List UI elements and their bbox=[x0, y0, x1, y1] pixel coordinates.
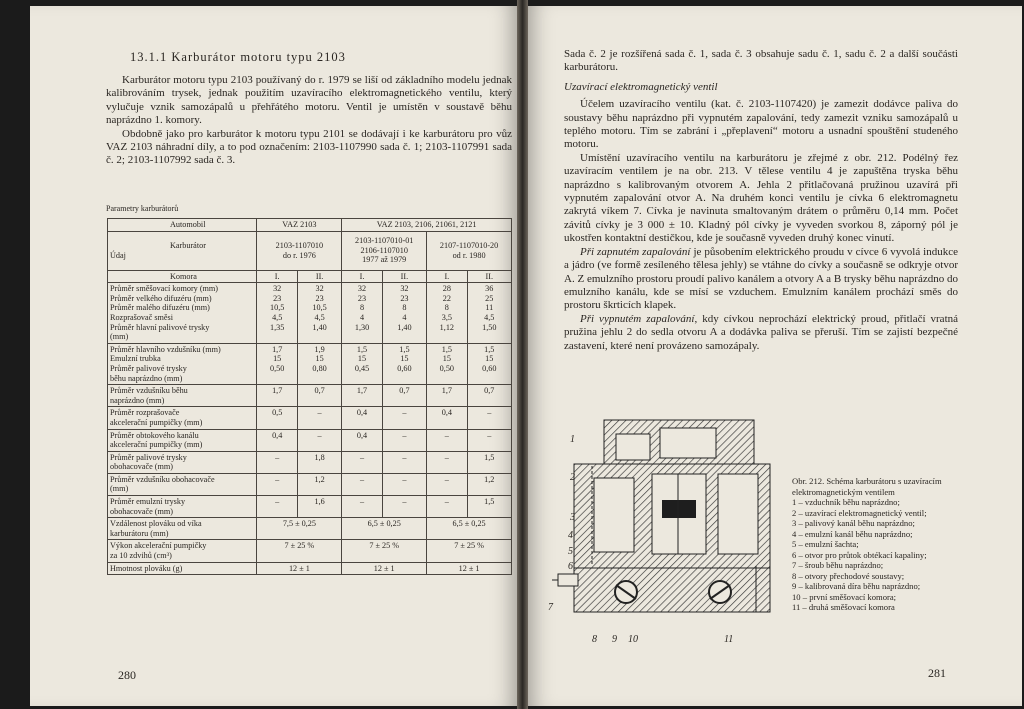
cell-value: 0,4 bbox=[272, 430, 283, 440]
cell-value: 23 bbox=[273, 293, 282, 303]
legend-item: 10 – první směšovací komora; bbox=[792, 591, 897, 602]
table-cell bbox=[257, 343, 297, 384]
row-label: Průměr směšovací komory (mm) bbox=[110, 284, 219, 294]
table-cell: 7 ± 25 % bbox=[257, 540, 342, 562]
paragraph: Obdobně jako pro karburátor k motoru typu 2101 se dodávají i ke karburátoru pro vůz VAZ 2103 náhradní díly, a to pod označením: 2103-1107990 sada č. 1; 2103-1107991 sada č. 2; 2103-1107992 sada č. 3. bbox=[106, 127, 512, 167]
cell-value: 15 bbox=[273, 354, 282, 364]
table-cell bbox=[257, 473, 297, 495]
row-label: Průměr emulzní trysky bbox=[110, 497, 186, 507]
figure-label: 10 bbox=[628, 634, 638, 645]
table-row bbox=[108, 283, 512, 344]
row-label-cell bbox=[108, 343, 257, 384]
automobil-label-cell bbox=[108, 219, 257, 232]
row-label: Průměr malého difuzéru (mm) bbox=[110, 303, 210, 313]
table-cell: 6,5 ± 0,25 bbox=[342, 518, 427, 540]
table-cell: 7 ± 25 % bbox=[427, 540, 512, 562]
paragraph-text: je působením elektrického proudu v cívce 6 vyvolá indukce a jádro (ve formě zesíleného tělesa jehly) se vtáhne do cívky a současně se odkryje otvor A. Z emulzního prostoru proudí palivo kanálem a otvory A a B trysky běhu naprázdno do emulzního kanálu, kde se mísí se vzduchem. Emulzním kanálem prochází směs do prostoru škrticích klapek. bbox=[564, 245, 959, 312]
cell-value: 0,80 bbox=[312, 363, 327, 373]
table-cell bbox=[382, 473, 426, 495]
table-cell: I. bbox=[257, 270, 297, 283]
table-cell bbox=[297, 385, 341, 407]
karburator-label-cell bbox=[108, 231, 257, 270]
cell-value: – bbox=[275, 452, 280, 462]
table-cell bbox=[297, 407, 341, 429]
cell-value: 8 bbox=[402, 303, 407, 313]
cell-value: 11 bbox=[485, 303, 494, 313]
carburetor-diagram bbox=[552, 416, 782, 654]
table-cell bbox=[342, 496, 382, 518]
row-label: Průměr rozprašovače bbox=[110, 408, 180, 418]
cell-value: 23 bbox=[315, 293, 324, 303]
legend-item: 7 – šroub běhu naprázdno; bbox=[792, 560, 884, 570]
row-label: Průměr vzdušníku běhu bbox=[110, 386, 188, 396]
table-cell bbox=[467, 451, 511, 473]
legend-item: 11 – druhá směšovací komora bbox=[792, 602, 895, 612]
paragraph: Karburátor motoru typu 2103 používaný do r. 1979 se liší od základního modelu jednak kalibrováním trysek, jednak použitím uzavíracího elektromagnetického ventilu, který vylučuje vznik samozápalů u přehřátého motoru. Ventil je umístěn v soustavě běhu naprázdno 1. komory. bbox=[106, 74, 512, 127]
cell-value: – bbox=[444, 452, 449, 462]
row-label: Rozprašovač směsi bbox=[110, 312, 173, 322]
table-cell bbox=[257, 385, 297, 407]
table-cell: VAZ 2103 bbox=[257, 219, 342, 232]
left-text-block bbox=[106, 74, 512, 168]
cell-value: – bbox=[359, 452, 365, 462]
table-cell bbox=[297, 473, 341, 495]
cell-value: 8 bbox=[444, 303, 449, 313]
cell-value: 1,12 bbox=[439, 322, 454, 332]
cell-value: 0,60 bbox=[397, 363, 412, 373]
table-cell bbox=[382, 343, 426, 384]
table-cell: 12 ± 1 bbox=[342, 562, 427, 575]
carburetor-schematic bbox=[552, 416, 782, 654]
table-cell bbox=[467, 283, 511, 344]
table-header-row bbox=[108, 219, 512, 232]
caption-legend bbox=[792, 497, 988, 613]
table-cell: II. bbox=[467, 270, 511, 283]
table-cell bbox=[467, 496, 511, 518]
cell-value: – bbox=[402, 497, 407, 507]
section-title: 13.1.1 Karburátor motoru typu 2103 bbox=[130, 50, 346, 64]
table-cell bbox=[342, 385, 382, 407]
table-row bbox=[108, 385, 512, 407]
parameters-table bbox=[107, 218, 512, 575]
table-cell: VAZ 2103, 2106, 21061, 2121 bbox=[342, 219, 512, 232]
row-label: naprázdno (mm) bbox=[110, 395, 165, 405]
cell-value: 15 bbox=[357, 354, 367, 364]
paragraph: Umístění uzavíracího ventilu na karburátoru je zřejmé z obr. 212. Podélný řez uzavíracím ventilem je na obr. 213. V tělese ventilu 4 je zapuštěna tryska běhu naprázdno s kalibrovaným otvorem A. Jehla 2 přitlačovaná pružinou uzavírá při vypnutém zapalování otvor A. Na druhém konci ventilu je cívka 6 elektromagnetu zakrytá víkem 7. Cívka je navinuta smaltovaným drátem o průměru 0,14 mm. Počet závitů cívky je 3 000 ± 10. Kladný pól cívky je vyveden svorkou 8, záporný pól je ukostřen kontaktní destičkou, kde je současně vyveden druhý konec vinutí. bbox=[564, 151, 958, 245]
cell-value: 23 bbox=[400, 293, 409, 303]
cell-value: 1,2 bbox=[484, 474, 495, 484]
legend-item: 2 – uzavírací elektromagnetický ventil; bbox=[792, 507, 927, 518]
table-cell bbox=[427, 231, 512, 270]
table-row bbox=[108, 496, 512, 518]
cell-value: 1,5 bbox=[441, 344, 452, 354]
row-label-cell bbox=[108, 540, 257, 562]
row-label: (mm) bbox=[110, 332, 129, 342]
cell-value: 32 bbox=[315, 284, 324, 294]
table-cell bbox=[467, 385, 511, 407]
table-cell bbox=[427, 385, 467, 407]
cell-value: 0,50 bbox=[439, 363, 454, 373]
table-cell bbox=[257, 231, 342, 270]
legend-item: 3 – palivový kanál běhu naprázdno; bbox=[792, 518, 915, 528]
row-header-label: Údaj bbox=[110, 250, 126, 260]
table-cell bbox=[257, 407, 297, 429]
cell-value: – bbox=[487, 430, 492, 440]
table-cell bbox=[467, 407, 511, 429]
row-label: akcelerační pumpičky (mm) bbox=[110, 417, 203, 427]
cell-value: 10,5 bbox=[312, 303, 327, 313]
table-row bbox=[108, 473, 512, 495]
cell-value: 15 bbox=[400, 354, 409, 364]
table-cell bbox=[342, 343, 382, 384]
cell-value: – bbox=[402, 474, 407, 484]
cell-line: 2107-1107010-20 bbox=[439, 241, 499, 250]
row-label: Výkon akcelerační pumpičky bbox=[110, 541, 207, 551]
table-cell bbox=[382, 407, 426, 429]
table-cell bbox=[297, 496, 341, 518]
figure-label: 3 bbox=[570, 512, 575, 523]
table-cell bbox=[342, 429, 382, 451]
table-row bbox=[108, 540, 512, 562]
figure-label: 7 bbox=[548, 602, 553, 613]
cell-value: 4 bbox=[359, 312, 365, 322]
table-header-row bbox=[108, 270, 512, 283]
cell-value: – bbox=[359, 497, 365, 507]
paragraph bbox=[564, 246, 958, 313]
row-label-cell bbox=[108, 429, 257, 451]
row-label-cell bbox=[108, 407, 257, 429]
table-cell: 12 ± 1 bbox=[257, 562, 342, 575]
table-cell: I. bbox=[427, 270, 467, 283]
table-row bbox=[108, 518, 512, 540]
figure-label: 6 bbox=[568, 561, 573, 572]
row-label: karburátoru (mm) bbox=[110, 528, 169, 538]
cell-line: 1977 až 1979 bbox=[362, 255, 407, 265]
figure-label: 1 bbox=[570, 434, 575, 445]
row-label-cell bbox=[108, 562, 257, 575]
table-caption: Parametry karburátorů bbox=[106, 204, 179, 213]
table-cell bbox=[382, 496, 426, 518]
cell-value: 1,7 bbox=[441, 386, 452, 396]
table-row bbox=[108, 451, 512, 473]
komora-label: Komora bbox=[170, 271, 197, 281]
table-cell bbox=[382, 283, 426, 344]
table-cell bbox=[297, 451, 341, 473]
row-label-cell bbox=[108, 283, 257, 344]
intro-paragraph: Sada č. 2 je rozšířená sada č. 1, sada č. 3 obsahuje sadu č. 1, sadu č. 2 a další součásti karburátoru. bbox=[564, 48, 958, 74]
cell-line: 2106-1107010 bbox=[360, 245, 408, 255]
automobil-label: Automobil bbox=[170, 220, 206, 229]
cell-value: 32 bbox=[357, 284, 367, 294]
row-label: Průměr hlavního vzdušníku (mm) bbox=[110, 344, 221, 354]
paragraph bbox=[564, 313, 958, 353]
cell-value: 0,5 bbox=[272, 408, 283, 418]
cell-value: 1,7 bbox=[356, 386, 368, 396]
table-cell bbox=[342, 473, 382, 495]
cell-value: 23 bbox=[357, 293, 367, 303]
figure-label: 2 bbox=[570, 472, 575, 483]
cell-value: 0,50 bbox=[270, 363, 285, 373]
row-label: Hmotnost plováku (g) bbox=[110, 563, 183, 573]
cell-value: 1,8 bbox=[314, 452, 325, 462]
cell-line: od r. 1980 bbox=[452, 250, 486, 260]
row-label: za 10 zdvihů (cm³) bbox=[110, 551, 172, 561]
row-label: Průměr palivové trysky bbox=[110, 452, 187, 462]
cell-value: 4 bbox=[402, 312, 407, 322]
cell-value: 1,30 bbox=[354, 322, 370, 332]
table-cell bbox=[342, 231, 427, 270]
cell-value: 0,7 bbox=[399, 386, 410, 396]
table-cell bbox=[427, 496, 467, 518]
cell-value: 1,40 bbox=[397, 322, 412, 332]
cell-value: 0,60 bbox=[482, 363, 497, 373]
row-label: obohacovače (mm) bbox=[110, 506, 173, 516]
legend-item: 1 – vzduchník běhu naprázdno; bbox=[792, 497, 900, 507]
row-label: akcelerační pumpičky (mm) bbox=[110, 440, 203, 450]
row-label-cell bbox=[108, 451, 257, 473]
row-label: běhu naprázdno (mm) bbox=[110, 373, 183, 383]
cell-value: 0,4 bbox=[356, 430, 368, 440]
table-cell: I. bbox=[342, 270, 382, 283]
row-label: Průměr hlavní palivové trysky bbox=[110, 322, 210, 332]
row-label: Emulzní trubka bbox=[110, 354, 161, 364]
karburator-label: Karburátor bbox=[170, 240, 206, 250]
cell-value: 1,6 bbox=[314, 497, 325, 507]
table-cell bbox=[427, 343, 467, 384]
figure-label: 5 bbox=[568, 546, 573, 557]
row-label: Vzdálenost plováku od víka bbox=[110, 519, 202, 529]
cell-value: 0,45 bbox=[354, 363, 370, 373]
cell-value: 4,5 bbox=[272, 312, 283, 322]
table-cell: 7 ± 25 % bbox=[342, 540, 427, 562]
table-cell bbox=[342, 283, 382, 344]
table-cell bbox=[467, 343, 511, 384]
cell-value: 8 bbox=[359, 303, 365, 313]
legend-item: 8 – otvory přechodové soustavy; bbox=[792, 570, 905, 581]
cell-value: 0,7 bbox=[314, 386, 325, 396]
cell-value: 15 bbox=[442, 354, 451, 364]
table-cell bbox=[342, 451, 382, 473]
cell-line: do r. 1976 bbox=[282, 250, 316, 260]
table-header-row bbox=[108, 231, 512, 270]
cell-value: 22 bbox=[442, 293, 451, 303]
table-cell bbox=[427, 451, 467, 473]
book-gutter bbox=[517, 0, 528, 709]
paragraph: Účelem uzavíracího ventilu (kat. č. 2103-1107420) je zamezit dodávce paliva do soustavy běhu naprázdno při vypnutém zapalování, tedy zamezit vzniku samozápalů u teplého motoru. Tím se zabrání i „přeplavení“ motoru a usnadní spouštění studeného motoru. bbox=[564, 98, 958, 151]
table-cell bbox=[382, 451, 426, 473]
table-cell bbox=[382, 429, 426, 451]
cell-value: 1,40 bbox=[312, 322, 327, 332]
cell-value: 1,7 bbox=[272, 386, 283, 396]
cell-value: 4,5 bbox=[314, 312, 325, 322]
cell-value: 15 bbox=[485, 354, 494, 364]
cell-value: 1,9 bbox=[314, 344, 325, 354]
cell-value: – bbox=[402, 408, 407, 418]
table-row bbox=[108, 562, 512, 575]
cell-value: 0,4 bbox=[356, 408, 368, 418]
caption-title: Obr. 212. Schéma karburátoru s uzavíracím elektromagnetickým ventilem bbox=[792, 476, 942, 497]
cell-value: – bbox=[317, 430, 322, 440]
figure-label: 8 bbox=[592, 634, 597, 645]
table-cell bbox=[427, 429, 467, 451]
legend-item: 5 – emulzní šachta; bbox=[792, 539, 859, 549]
row-label: Průměr obtokového kanálu bbox=[110, 430, 199, 440]
cell-value: 1,2 bbox=[314, 474, 325, 484]
figure-label: 11 bbox=[724, 634, 734, 645]
cell-value: 4,5 bbox=[484, 312, 495, 322]
table-cell bbox=[427, 407, 467, 429]
cell-value: – bbox=[275, 474, 280, 484]
row-label: (mm) bbox=[110, 484, 129, 494]
cell-value: 1,5 bbox=[399, 344, 410, 354]
table-cell bbox=[257, 283, 297, 344]
cell-value: 28 bbox=[442, 284, 451, 294]
table-cell: 6,5 ± 0,25 bbox=[427, 518, 512, 540]
cell-value: 36 bbox=[485, 284, 494, 294]
cell-value: 3,5 bbox=[441, 312, 452, 322]
cell-value: 0,4 bbox=[441, 408, 452, 418]
figure-label: 4 bbox=[568, 530, 573, 541]
cell-value: 0,7 bbox=[484, 386, 495, 396]
table-cell bbox=[257, 429, 297, 451]
cell-value: 1,7 bbox=[272, 344, 283, 354]
legend-item: 6 – otvor pro průtok obtékací kapaliny; bbox=[792, 549, 927, 560]
right-text-block bbox=[564, 48, 958, 353]
cell-value: – bbox=[444, 497, 449, 507]
cell-line: 2103-1107010 bbox=[275, 241, 324, 250]
row-label: Průměr palivové trysky bbox=[110, 363, 187, 373]
emphasis: Při zapnutém zapalování bbox=[580, 245, 691, 258]
table-cell bbox=[467, 473, 511, 495]
cell-value: – bbox=[317, 408, 322, 418]
cell-value: 1,5 bbox=[356, 344, 368, 354]
legend-item: 9 – kalibrovaná díra běhu naprázdno; bbox=[792, 581, 921, 591]
page-number: 281 bbox=[928, 666, 946, 680]
table-row bbox=[108, 343, 512, 384]
table-cell bbox=[467, 429, 511, 451]
cell-value: – bbox=[487, 408, 492, 418]
row-label-cell bbox=[108, 385, 257, 407]
cell-line: 2103-1107010-01 bbox=[355, 236, 414, 246]
right-page bbox=[528, 6, 1022, 706]
row-label-cell bbox=[108, 518, 257, 540]
cell-value: – bbox=[402, 452, 407, 462]
table-cell: 7,5 ± 0,25 bbox=[257, 518, 342, 540]
cell-value: 32 bbox=[400, 284, 409, 294]
table-cell bbox=[342, 407, 382, 429]
table-cell bbox=[297, 283, 341, 344]
figure-caption bbox=[792, 476, 988, 613]
row-label-cell bbox=[108, 496, 257, 518]
cell-value: – bbox=[444, 474, 449, 484]
cell-value: – bbox=[402, 430, 407, 440]
left-page bbox=[30, 6, 517, 706]
cell-value: 1,35 bbox=[270, 322, 285, 332]
table-cell bbox=[297, 343, 341, 384]
cell-value: – bbox=[275, 497, 280, 507]
row-label-cell bbox=[108, 473, 257, 495]
cell-value: 1,5 bbox=[484, 497, 495, 507]
cell-value: 32 bbox=[273, 284, 282, 294]
table-row bbox=[108, 429, 512, 451]
table-cell bbox=[297, 429, 341, 451]
cell-value: 25 bbox=[485, 293, 494, 303]
table-cell: II. bbox=[382, 270, 426, 283]
cell-value: – bbox=[359, 474, 365, 484]
cell-value: 1,5 bbox=[484, 344, 495, 354]
table-row bbox=[108, 407, 512, 429]
cell-value: 15 bbox=[315, 354, 324, 364]
page-number: 280 bbox=[118, 668, 136, 682]
legend-item: 4 – emulzní kanál běhu naprázdno; bbox=[792, 528, 913, 539]
table-cell bbox=[427, 473, 467, 495]
cell-value: – bbox=[444, 430, 449, 440]
cell-value: 1,50 bbox=[482, 322, 497, 332]
row-label: Průměr vzdušníku obohacovače bbox=[110, 474, 215, 484]
table-cell bbox=[257, 496, 297, 518]
cell-value: 10,5 bbox=[270, 303, 285, 313]
emphasis: Při vypnutém zapalování bbox=[580, 312, 695, 325]
cell-value: 1,5 bbox=[484, 452, 495, 462]
paragraph-text: , kdy cívkou neprochází elektrický proud, přitlačí vratná pružina jehlu 2 do sedla otvoru A a dodávka paliva se přeruší. Tím se zajistí bezpečné zastavení, které není provázeno samozápaly. bbox=[564, 312, 959, 352]
table-cell bbox=[257, 451, 297, 473]
row-label: Průměr velkého difuzéru (mm) bbox=[110, 293, 212, 303]
table-cell: 12 ± 1 bbox=[427, 562, 512, 575]
figure-label: 9 bbox=[612, 634, 617, 645]
subsection-title: Uzavírací elektromagnetický ventil bbox=[564, 80, 718, 93]
komora-label-cell bbox=[108, 270, 257, 283]
table-cell bbox=[427, 283, 467, 344]
table-cell: II. bbox=[297, 270, 341, 283]
row-label: obohacovače (mm) bbox=[110, 462, 173, 472]
table-cell bbox=[382, 385, 426, 407]
